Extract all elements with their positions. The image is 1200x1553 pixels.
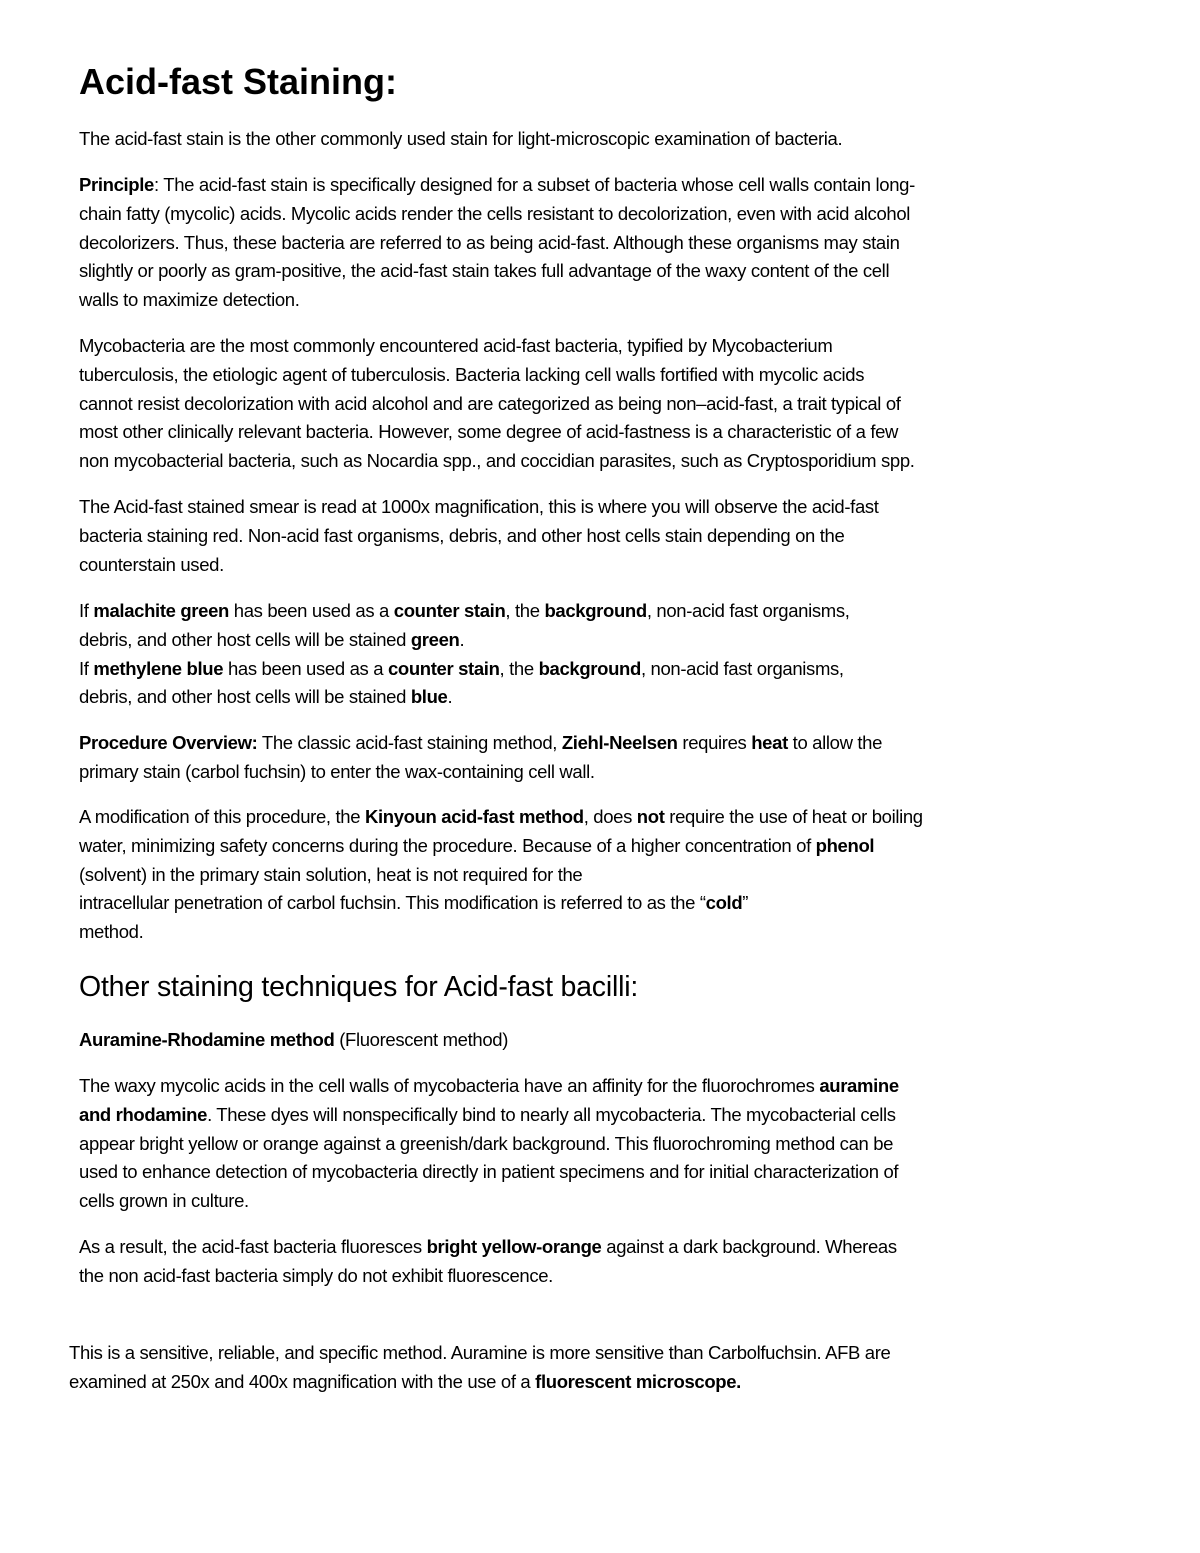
principle-line-3: decolorizers. Thus, these bacteria are referred to as being acid-fast. Although these organisms may stain	[79, 231, 900, 253]
waxy-line-2: and rhodamine. These dyes will nonspecifically bind to nearly all mycobacteria. The mycobacterial cells	[79, 1103, 896, 1125]
waxy-line-4: used to enhance detection of mycobacteria directly in patient specimens and for initial characterization of	[79, 1161, 899, 1183]
sensitive-line-2: examined at 250x and 400x magnification with the use of a fluorescent microscope.	[69, 1370, 741, 1392]
principle-line-4: slightly or poorly as gram-positive, the acid-fast stain takes full advantage of the waxy content of the cell	[79, 260, 890, 282]
mycobacteria-line-1: Mycobacteria are the most commonly encountered acid-fast bacteria, typified by Mycobacterium	[79, 335, 833, 356]
principle-line-2: chain fatty (mycolic) acids. Mycolic acids render the cells resistant to decolorization, even with acid alcohol	[79, 202, 911, 224]
intro-text: The acid-fast stain is the other commonly used stain for light-microscopic examination of bacteria.	[79, 128, 843, 149]
mycobacteria-line-5: non mycobacterial bacteria, such as Nocardia spp., and coccidian parasites, such as Cryptosporidium spp.	[79, 450, 915, 472]
waxy-paragraph	[79, 1072, 899, 1216]
kinyoun-line-1: A modification of this procedure, the Kinyoun acid-fast method, does not require the use of heat or boiling	[79, 806, 923, 827]
procedure-line-1: Procedure Overview: The classic acid-fast staining method, Ziehl-Neelsen requires heat to allow the	[79, 732, 883, 753]
smear-line-1: The Acid-fast stained smear is read at 1000x magnification, this is where you will observe the acid-fast	[79, 496, 879, 517]
result-line-2: the non acid-fast bacteria simply do not exhibit fluorescence.	[79, 1264, 553, 1286]
waxy-line-5: cells grown in culture.	[79, 1190, 249, 1212]
kinyoun-line-5: method.	[79, 921, 144, 943]
principle-label: Principle	[79, 174, 154, 195]
counterstain-blue-line-1: If methylene blue has been used as a counter stain, the background, non-acid fast organisms,	[79, 657, 844, 679]
counterstain-green-line-1: If malachite green has been used as a counter stain, the background, non-acid fast organisms,	[79, 600, 850, 621]
mycobacteria-line-3: cannot resist decolorization with acid alcohol and are categorized as being non–acid-fast, a trait typical of	[79, 392, 901, 414]
procedure-paragraph	[79, 729, 882, 787]
result-line-1: As a result, the acid-fast bacteria fluoresces bright yellow-orange against a dark background. Whereas	[79, 1236, 897, 1257]
counterstain-blue-line-2: debris, and other host cells will be stained blue.	[79, 686, 453, 708]
procedure-label: Procedure Overview:	[79, 732, 258, 753]
waxy-line-1: The waxy mycolic acids in the cell walls of mycobacteria have an affinity for the fluorochromes auramine	[79, 1075, 899, 1096]
result-paragraph	[79, 1233, 897, 1291]
intro-paragraph	[79, 125, 842, 154]
principle-paragraph	[79, 171, 915, 315]
other-techniques-heading: Other staining techniques for Acid-fast bacilli:	[79, 971, 639, 1003]
smear-paragraph	[79, 493, 879, 579]
procedure-line-2: primary stain (carbol fuchsin) to enter the wax-containing cell wall.	[79, 760, 595, 782]
principle-line-5: walls to maximize detection.	[79, 289, 300, 311]
smear-line-2: bacteria staining red. Non-acid fast organisms, debris, and other host cells stain depending on the	[79, 524, 845, 546]
waxy-line-3: appear bright yellow or orange against a greenish/dark background. This fluorochroming method can be	[79, 1132, 894, 1154]
kinyoun-line-2: water, minimizing safety concerns during the procedure. Because of a higher concentration of phenol	[79, 834, 875, 856]
kinyoun-line-3: (solvent) in the primary stain solution, heat is not required for the	[79, 863, 583, 885]
counterstain-green-line-2: debris, and other host cells will be stained green.	[79, 628, 465, 650]
principle-line-1: Principle: The acid-fast stain is specifically designed for a subset of bacteria whose cell walls contain long-	[79, 174, 915, 195]
sensitive-line-1: This is a sensitive, reliable, and specific method. Auramine is more sensitive than Carbolfuchsin. AFB are	[69, 1342, 891, 1363]
kinyoun-line-4: intracellular penetration of carbol fuchsin. This modification is referred to as the “cold”	[79, 892, 749, 914]
smear-line-3: counterstain used.	[79, 553, 224, 575]
sensitive-paragraph	[69, 1339, 891, 1397]
auramine-heading: Auramine-Rhodamine method (Fluorescent method)	[79, 1029, 509, 1050]
counterstain-paragraph	[79, 597, 850, 712]
mycobacteria-line-4: most other clinically relevant bacteria. However, some degree of acid-fastness is a characteristic of a few	[79, 421, 899, 443]
kinyoun-paragraph	[79, 803, 1119, 947]
mycobacteria-line-2: tuberculosis, the etiologic agent of tuberculosis. Bacteria lacking cell walls fortified with mycolic acids	[79, 363, 865, 385]
page-title: Acid-fast Staining:	[79, 61, 398, 102]
mycobacteria-paragraph	[79, 332, 915, 476]
